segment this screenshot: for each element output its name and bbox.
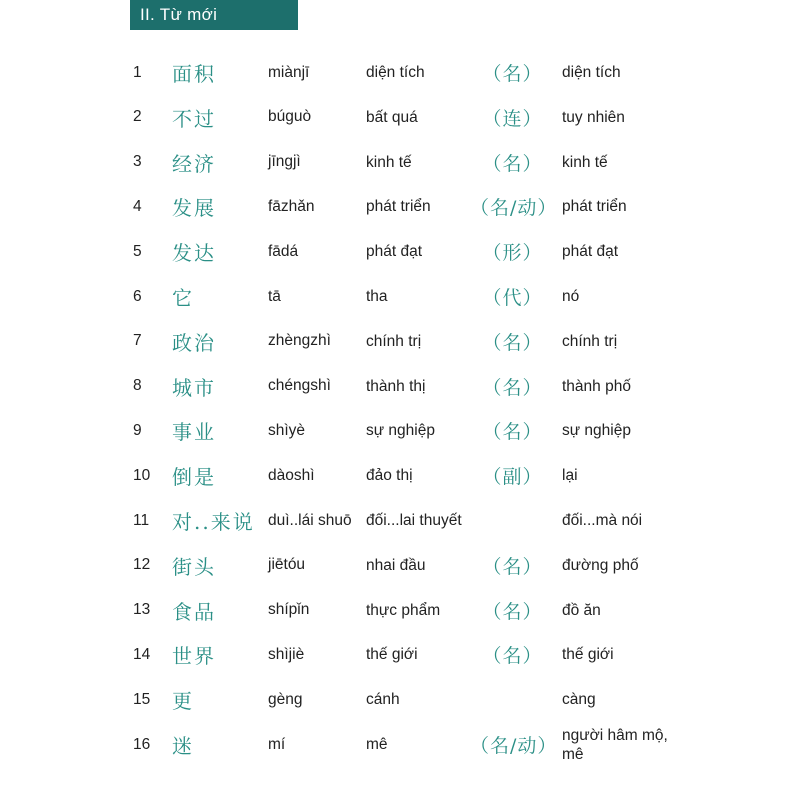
- table-row: [0, 319, 800, 364]
- section-title: II. Từ mới: [130, 0, 298, 30]
- pinyin-text: mí: [268, 735, 286, 753]
- pinyin-text: dàoshì: [268, 466, 315, 484]
- sino-vietnamese-reading: tha: [366, 288, 388, 305]
- part-of-speech: [470, 677, 555, 722]
- row-number: 3: [133, 153, 142, 171]
- table-row: [0, 632, 800, 677]
- pinyin-text: shípǐn: [268, 601, 310, 619]
- chinese-word: 街头: [172, 554, 216, 579]
- chinese-word: 城市: [172, 375, 216, 400]
- part-of-speech: （代）: [482, 287, 543, 309]
- row-number: 11: [133, 511, 150, 529]
- sino-vietnamese-reading: chính trị: [366, 332, 422, 350]
- sino-vietnamese-reading: bất quá: [366, 108, 418, 126]
- pinyin-text: fāzhǎn: [268, 197, 315, 215]
- table-row: [0, 140, 800, 185]
- sino-vietnamese-reading: cánh: [366, 691, 400, 709]
- vietnamese-meaning: lại: [562, 467, 578, 485]
- vietnamese-meaning: thế giới: [562, 646, 614, 664]
- sino-vietnamese-reading: sự nghiệp: [366, 422, 435, 440]
- vietnamese-meaning: kinh tế: [562, 153, 608, 171]
- chinese-word: 它: [172, 286, 194, 310]
- chinese-word: 不过: [172, 106, 216, 131]
- pinyin-text: gèng: [268, 690, 303, 708]
- sino-vietnamese-reading: phát triển: [366, 198, 431, 216]
- row-number: 5: [133, 242, 142, 260]
- chinese-word: 政治: [172, 330, 216, 355]
- vietnamese-meaning: sự nghiệp: [562, 422, 631, 440]
- table-row: [0, 229, 800, 274]
- table-row: [0, 95, 800, 140]
- part-of-speech: （名/动）: [470, 197, 558, 220]
- vietnamese-meaning: đường phố: [562, 556, 639, 574]
- part-of-speech: （名）: [482, 376, 543, 399]
- table-row: [0, 588, 800, 633]
- vietnamese-meaning: càng: [562, 691, 596, 709]
- pinyin-text: chéngshì: [268, 377, 331, 395]
- part-of-speech: （名）: [482, 421, 543, 444]
- part-of-speech: （名）: [482, 645, 543, 668]
- sino-vietnamese-reading: đảo thị: [366, 467, 413, 485]
- row-number: 1: [133, 63, 142, 81]
- row-number: 7: [133, 332, 142, 350]
- pinyin-text: duì..lái shuō: [268, 511, 352, 529]
- pinyin-text: jiētóu: [268, 556, 306, 574]
- table-row: [0, 453, 800, 498]
- sino-vietnamese-reading: đối...lai thuyết: [366, 512, 462, 529]
- chinese-word: 发达: [172, 241, 216, 266]
- vietnamese-meaning: nó: [562, 288, 580, 305]
- row-number: 16: [133, 735, 151, 753]
- row-number: 15: [133, 690, 151, 708]
- chinese-word: 经济: [172, 151, 216, 176]
- table-row: [0, 274, 800, 319]
- chinese-word: 对..来说: [172, 510, 255, 534]
- pinyin-text: shìjiè: [268, 645, 305, 663]
- pinyin-text: tā: [268, 287, 281, 305]
- row-number: 10: [133, 466, 151, 484]
- table-row: [0, 722, 800, 767]
- vietnamese-meaning: thành phố: [562, 377, 631, 395]
- table-row: [0, 543, 800, 588]
- table-row: [0, 364, 800, 409]
- pinyin-text: miànjī: [268, 63, 310, 81]
- pinyin-text: fādá: [268, 242, 299, 260]
- row-number: 6: [133, 287, 142, 305]
- sino-vietnamese-reading: thực phẩm: [366, 601, 441, 619]
- pinyin-text: zhèngzhì: [268, 332, 331, 350]
- sino-vietnamese-reading: kinh tế: [366, 153, 412, 171]
- table-row: [0, 50, 800, 95]
- sino-vietnamese-reading: diện tích: [366, 64, 425, 81]
- part-of-speech: （名）: [482, 331, 543, 354]
- sino-vietnamese-reading: thế giới: [366, 646, 418, 664]
- table-row: [0, 677, 800, 722]
- row-number: 4: [133, 197, 142, 215]
- sino-vietnamese-reading: nhai đầu: [366, 556, 426, 574]
- part-of-speech: （名/动）: [470, 735, 558, 757]
- table-row: [0, 184, 800, 229]
- vietnamese-meaning: đồ ăn: [562, 601, 601, 619]
- part-of-speech: （连）: [482, 107, 543, 130]
- chinese-word: 迷: [172, 734, 194, 758]
- part-of-speech: （形）: [482, 242, 543, 265]
- table-row: [0, 408, 800, 453]
- row-number: 13: [133, 601, 151, 619]
- part-of-speech: （名）: [482, 63, 543, 85]
- row-number: 2: [133, 108, 142, 126]
- pinyin-text: búguò: [268, 108, 312, 126]
- row-number: 8: [133, 377, 142, 395]
- vietnamese-meaning: đối...mà nói: [562, 512, 643, 529]
- vietnamese-meaning: chính trị: [562, 332, 618, 350]
- vietnamese-meaning: người hâm mộ, mê: [562, 726, 668, 763]
- chinese-word: 更: [172, 689, 194, 714]
- pinyin-text: jīngjì: [268, 153, 301, 171]
- part-of-speech: [470, 498, 555, 543]
- row-number: 12: [133, 556, 151, 574]
- sino-vietnamese-reading: phát đạt: [366, 243, 423, 261]
- part-of-speech: （名）: [482, 555, 543, 578]
- chinese-word: 倒是: [172, 465, 216, 490]
- chinese-word: 发展: [172, 196, 216, 221]
- sino-vietnamese-reading: mê: [366, 736, 388, 753]
- chinese-word: 事业: [172, 420, 216, 445]
- chinese-word: 面积: [172, 62, 216, 86]
- chinese-word: 食品: [172, 599, 216, 624]
- vietnamese-meaning: phát đạt: [562, 243, 619, 261]
- row-number: 9: [133, 421, 142, 439]
- vietnamese-meaning: diện tích: [562, 64, 621, 81]
- pinyin-text: shìyè: [268, 421, 306, 439]
- part-of-speech: （副）: [482, 466, 543, 489]
- table-row: [0, 498, 800, 543]
- row-number: 14: [133, 645, 151, 663]
- chinese-word: 世界: [172, 644, 216, 669]
- sino-vietnamese-reading: thành thị: [366, 377, 426, 395]
- vietnamese-meaning: tuy nhiên: [562, 108, 625, 126]
- part-of-speech: （名）: [482, 600, 543, 623]
- part-of-speech: （名）: [482, 152, 543, 175]
- vietnamese-meaning: phát triển: [562, 198, 627, 216]
